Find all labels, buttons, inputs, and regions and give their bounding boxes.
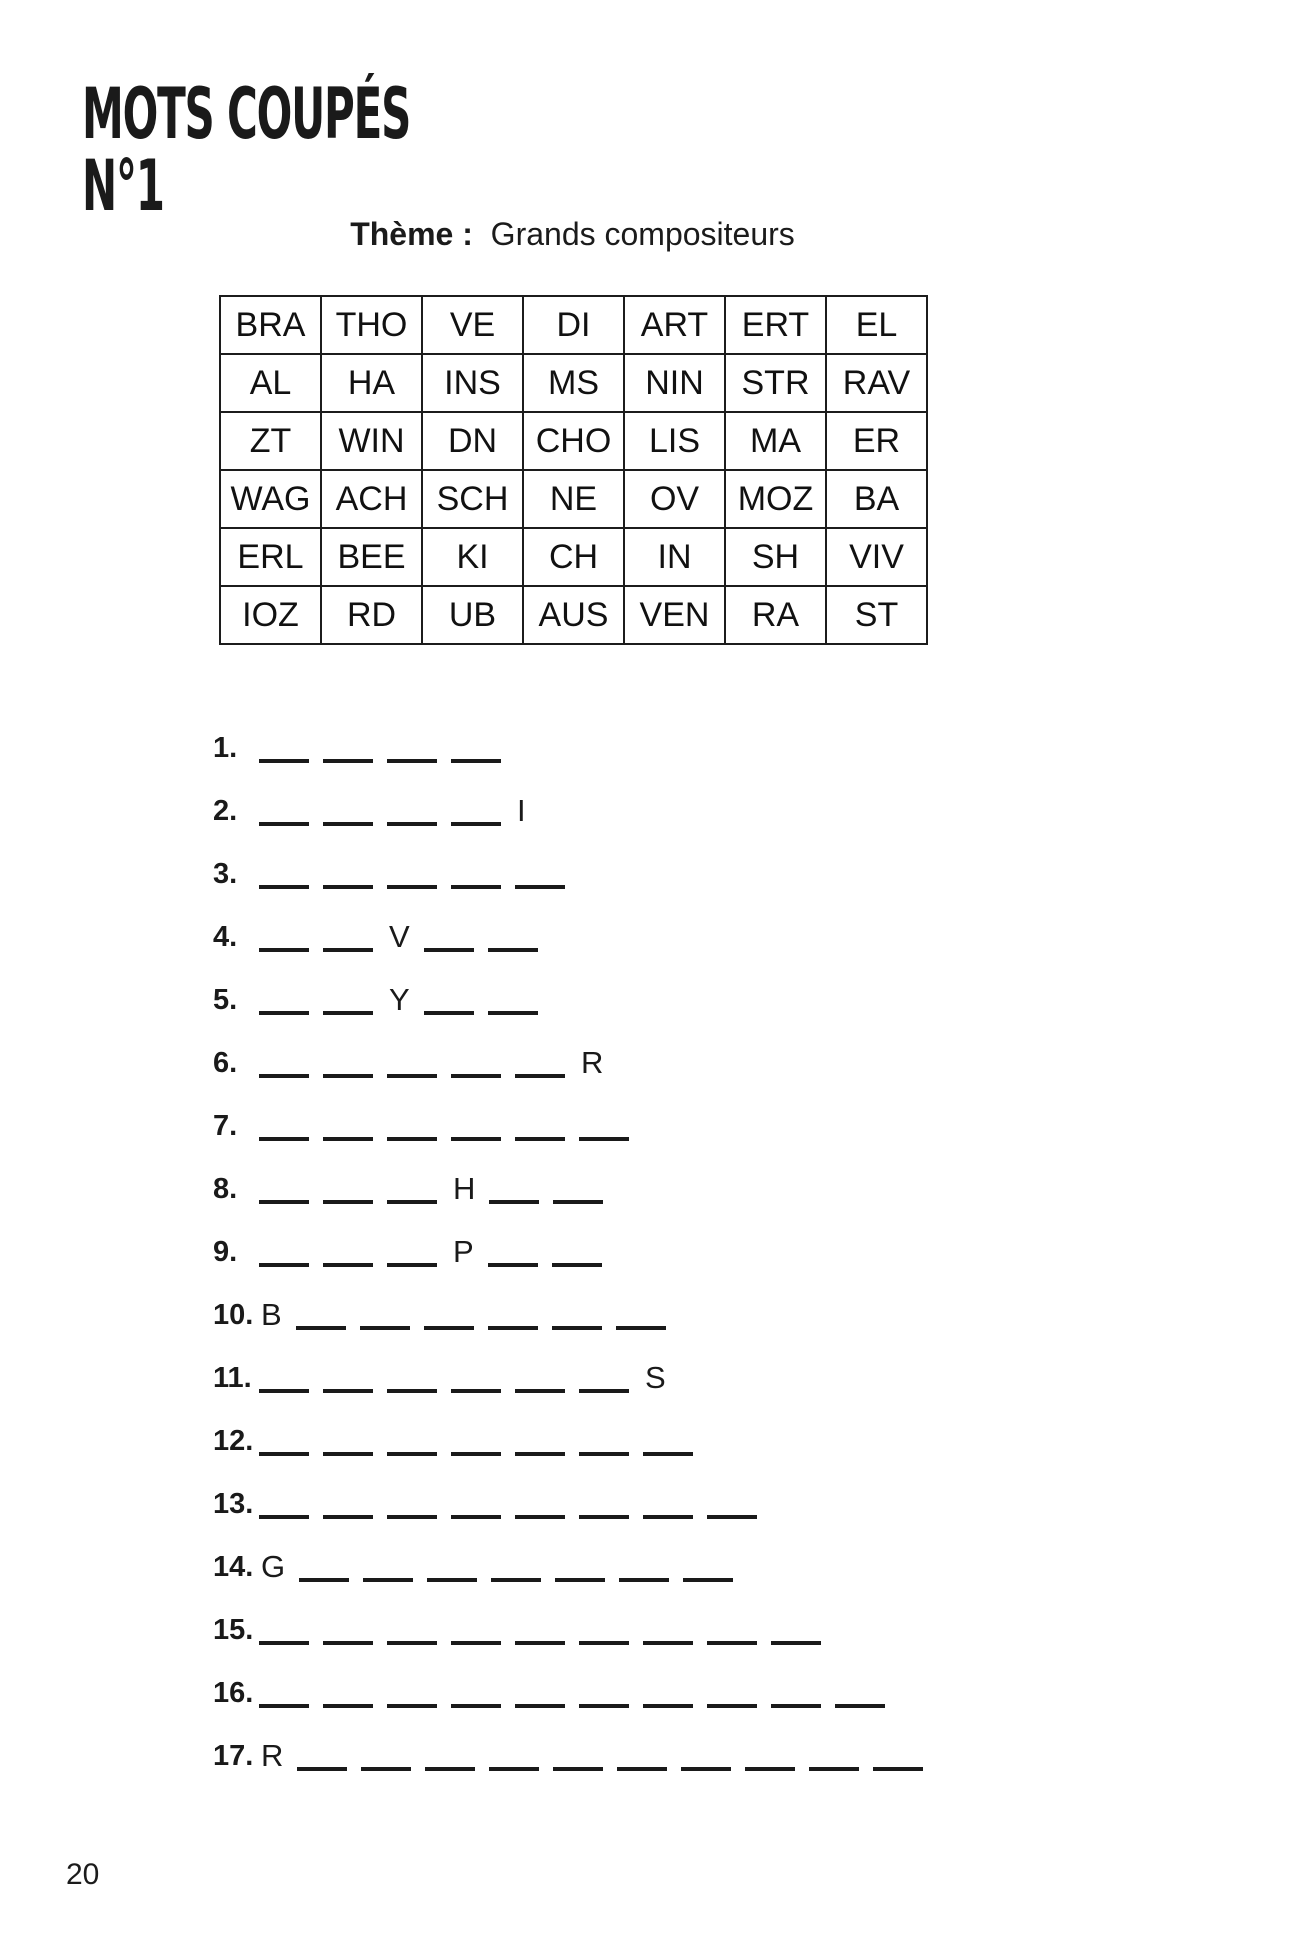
fragment-cell: MS bbox=[523, 354, 624, 412]
fragment-cell: VEN bbox=[624, 586, 725, 644]
answer-blank bbox=[259, 1485, 309, 1519]
answer-blank bbox=[387, 1107, 437, 1141]
answer-blank bbox=[579, 1359, 629, 1393]
fragment-cell: STR bbox=[725, 354, 826, 412]
answer-blank bbox=[707, 1611, 757, 1645]
answer-blank bbox=[387, 1485, 437, 1519]
fragment-cell: MA bbox=[725, 412, 826, 470]
theme-value bbox=[482, 216, 491, 252]
clue-number: 8. bbox=[213, 1173, 238, 1205]
answer-blank bbox=[259, 1107, 309, 1141]
answer-blank bbox=[515, 1485, 565, 1519]
clue-row bbox=[213, 1456, 937, 1519]
answer-blank bbox=[515, 855, 565, 889]
answer-blank bbox=[323, 1170, 373, 1204]
answer-blank bbox=[259, 1170, 309, 1204]
clue-number: 15. bbox=[213, 1614, 254, 1646]
answer-blank bbox=[424, 1296, 474, 1330]
answer-blank bbox=[451, 1107, 501, 1141]
answer-blank bbox=[515, 1044, 565, 1078]
theme-line bbox=[219, 216, 926, 253]
answer-blank bbox=[363, 1548, 413, 1582]
fragment-cell: OV bbox=[624, 470, 725, 528]
answer-blank bbox=[617, 1737, 667, 1771]
fragment-cell: AUS bbox=[523, 586, 624, 644]
answer-blank bbox=[451, 729, 501, 763]
clue-row bbox=[213, 1645, 937, 1708]
clue-number: 3. bbox=[213, 858, 238, 890]
answer-blank bbox=[579, 1611, 629, 1645]
answer-blank bbox=[259, 1233, 309, 1267]
answer-blank bbox=[323, 918, 373, 952]
answer-blank bbox=[451, 792, 501, 826]
answer-blank bbox=[809, 1737, 859, 1771]
answer-blank bbox=[515, 1107, 565, 1141]
answer-blank bbox=[387, 1422, 437, 1456]
clue-row bbox=[213, 826, 937, 889]
revealed-letter: H bbox=[453, 1171, 476, 1206]
answer-blank bbox=[259, 1044, 309, 1078]
answer-blank bbox=[489, 1170, 539, 1204]
fragment-cell: WAG bbox=[220, 470, 321, 528]
answer-blank bbox=[360, 1296, 410, 1330]
fragment-cell: AL bbox=[220, 354, 321, 412]
clue-row bbox=[213, 1330, 937, 1393]
answer-blank bbox=[488, 1296, 538, 1330]
clue-row bbox=[213, 1141, 937, 1204]
answer-blank bbox=[361, 1737, 411, 1771]
answer-blank bbox=[579, 1485, 629, 1519]
clue-row bbox=[213, 1078, 937, 1141]
fragment-cell: EL bbox=[826, 296, 927, 354]
answer-blank bbox=[451, 1674, 501, 1708]
clue-number: 7. bbox=[213, 1110, 238, 1142]
fragment-cell: VIV bbox=[826, 528, 927, 586]
clue-row bbox=[213, 889, 937, 952]
fragment-cell: VE bbox=[422, 296, 523, 354]
answer-blank bbox=[296, 1296, 346, 1330]
fragment-cell: ACH bbox=[321, 470, 422, 528]
clue-row bbox=[213, 700, 937, 763]
revealed-letter: I bbox=[517, 793, 526, 828]
fragment-cell: WIN bbox=[321, 412, 422, 470]
answer-blank bbox=[424, 918, 474, 952]
fragment-cell: BRA bbox=[220, 296, 321, 354]
clue-number: 5. bbox=[213, 984, 238, 1016]
clue-row bbox=[213, 1267, 937, 1330]
clue-row bbox=[213, 1519, 937, 1582]
answer-blank bbox=[616, 1296, 666, 1330]
answer-blank bbox=[488, 1233, 538, 1267]
fragment-cell: MOZ bbox=[725, 470, 826, 528]
clue-row bbox=[213, 1015, 937, 1078]
answer-blank bbox=[323, 792, 373, 826]
clue-number: 6. bbox=[213, 1047, 238, 1079]
answer-blank bbox=[323, 981, 373, 1015]
answer-blank bbox=[707, 1674, 757, 1708]
fragment-cell: NIN bbox=[624, 354, 725, 412]
fragment-cell: SH bbox=[725, 528, 826, 586]
fragment-cell: ERL bbox=[220, 528, 321, 586]
fragment-cell: RA bbox=[725, 586, 826, 644]
clue-number: 14. bbox=[213, 1551, 254, 1583]
page-number: 20 bbox=[66, 1858, 100, 1891]
answer-blank bbox=[451, 855, 501, 889]
answer-blank bbox=[643, 1485, 693, 1519]
answer-blank bbox=[387, 729, 437, 763]
answer-blank bbox=[451, 1485, 501, 1519]
answer-blank bbox=[387, 1359, 437, 1393]
answer-blank bbox=[424, 981, 474, 1015]
answer-blank bbox=[323, 1359, 373, 1393]
answer-blank bbox=[488, 918, 538, 952]
revealed-letter: V bbox=[389, 919, 410, 954]
answer-blank bbox=[387, 1044, 437, 1078]
answer-blank bbox=[425, 1737, 475, 1771]
fragment-cell: SCH bbox=[422, 470, 523, 528]
clue-number: 1. bbox=[213, 732, 238, 764]
answer-blank bbox=[323, 1674, 373, 1708]
clue-number: 12. bbox=[213, 1425, 254, 1457]
title-block bbox=[82, 73, 629, 227]
answer-blank bbox=[323, 1485, 373, 1519]
answer-blank bbox=[683, 1548, 733, 1582]
answer-blank bbox=[491, 1548, 541, 1582]
answer-blank bbox=[387, 1170, 437, 1204]
answer-blank bbox=[873, 1737, 923, 1771]
answer-blank bbox=[451, 1359, 501, 1393]
answer-blank bbox=[259, 1359, 309, 1393]
answer-blank bbox=[259, 855, 309, 889]
answer-blank bbox=[553, 1170, 603, 1204]
fragment-cell: THO bbox=[321, 296, 422, 354]
answer-blank bbox=[643, 1611, 693, 1645]
answer-blank bbox=[427, 1548, 477, 1582]
answer-blank bbox=[579, 1674, 629, 1708]
answer-blank bbox=[323, 1044, 373, 1078]
revealed-letter: G bbox=[261, 1549, 286, 1584]
answer-blank bbox=[553, 1737, 603, 1771]
answer-blank bbox=[259, 792, 309, 826]
answer-blank bbox=[579, 1422, 629, 1456]
fragment-cell: IN bbox=[624, 528, 725, 586]
fragment-cell: BA bbox=[826, 470, 927, 528]
answer-blank bbox=[387, 792, 437, 826]
answer-blank bbox=[707, 1485, 757, 1519]
answer-blank bbox=[771, 1674, 821, 1708]
clue-list bbox=[213, 700, 937, 1771]
answer-blank bbox=[835, 1674, 885, 1708]
fragment-cell: LIS bbox=[624, 412, 725, 470]
answer-blank bbox=[259, 1611, 309, 1645]
answer-blank bbox=[323, 1233, 373, 1267]
answer-blank bbox=[387, 1674, 437, 1708]
answer-blank bbox=[387, 1233, 437, 1267]
revealed-letter: R bbox=[261, 1738, 284, 1773]
clue-row bbox=[213, 1708, 937, 1771]
answer-blank bbox=[681, 1737, 731, 1771]
fragment-grid bbox=[219, 295, 928, 645]
fragment-cell: ART bbox=[624, 296, 725, 354]
answer-blank bbox=[488, 981, 538, 1015]
fragment-cell: CHO bbox=[523, 412, 624, 470]
answer-blank bbox=[323, 729, 373, 763]
clue-row bbox=[213, 1582, 937, 1645]
answer-blank bbox=[259, 729, 309, 763]
revealed-letter: S bbox=[645, 1360, 666, 1395]
fragment-cell: ERT bbox=[725, 296, 826, 354]
clue-row bbox=[213, 763, 937, 826]
answer-blank bbox=[515, 1422, 565, 1456]
answer-blank bbox=[387, 1611, 437, 1645]
answer-blank bbox=[579, 1107, 629, 1141]
fragment-cell: DI bbox=[523, 296, 624, 354]
answer-blank bbox=[259, 1422, 309, 1456]
theme-text: Grands compositeurs bbox=[490, 216, 795, 252]
clue-number: 4. bbox=[213, 921, 238, 953]
revealed-letter: P bbox=[453, 1234, 474, 1269]
fragment-cell: RD bbox=[321, 586, 422, 644]
answer-blank bbox=[259, 918, 309, 952]
fragment-cell: UB bbox=[422, 586, 523, 644]
fragment-cell: IOZ bbox=[220, 586, 321, 644]
answer-blank bbox=[451, 1044, 501, 1078]
answer-blank bbox=[643, 1674, 693, 1708]
clue-number: 13. bbox=[213, 1488, 254, 1520]
answer-blank bbox=[323, 1611, 373, 1645]
answer-blank bbox=[515, 1674, 565, 1708]
fragment-cell: ER bbox=[826, 412, 927, 470]
answer-blank bbox=[515, 1611, 565, 1645]
clue-number: 11. bbox=[213, 1362, 252, 1394]
answer-blank bbox=[299, 1548, 349, 1582]
answer-blank bbox=[552, 1296, 602, 1330]
fragment-cell: HA bbox=[321, 354, 422, 412]
clue-row bbox=[213, 1393, 937, 1456]
clue-number: 2. bbox=[213, 795, 238, 827]
fragment-cell: NE bbox=[523, 470, 624, 528]
clue-number: 9. bbox=[213, 1236, 238, 1268]
answer-blank bbox=[555, 1548, 605, 1582]
answer-blank bbox=[297, 1737, 347, 1771]
answer-blank bbox=[745, 1737, 795, 1771]
fragment-cell: ZT bbox=[220, 412, 321, 470]
answer-blank bbox=[552, 1233, 602, 1267]
answer-blank bbox=[323, 1107, 373, 1141]
fragment-cell: CH bbox=[523, 528, 624, 586]
answer-blank bbox=[387, 855, 437, 889]
answer-blank bbox=[451, 1422, 501, 1456]
answer-blank bbox=[643, 1422, 693, 1456]
answer-blank bbox=[619, 1548, 669, 1582]
fragment-cell: BEE bbox=[321, 528, 422, 586]
answer-blank bbox=[771, 1611, 821, 1645]
puzzle-number: N°1 bbox=[82, 145, 164, 227]
clue-row bbox=[213, 1204, 937, 1267]
answer-blank bbox=[259, 981, 309, 1015]
clue-number: 17. bbox=[213, 1740, 254, 1772]
fragment-cell: DN bbox=[422, 412, 523, 470]
fragment-cell: ST bbox=[826, 586, 927, 644]
answer-blank bbox=[489, 1737, 539, 1771]
answer-blank bbox=[259, 1674, 309, 1708]
fragment-cell: RAV bbox=[826, 354, 927, 412]
fragment-cell: INS bbox=[422, 354, 523, 412]
page-title: MOTS COUPÉS bbox=[82, 73, 411, 155]
clue-number: 10. bbox=[213, 1299, 254, 1331]
theme-label: Thème : bbox=[350, 216, 473, 252]
answer-blank bbox=[451, 1611, 501, 1645]
answer-blank bbox=[515, 1359, 565, 1393]
fragment-cell: KI bbox=[422, 528, 523, 586]
revealed-letter: R bbox=[581, 1045, 604, 1080]
revealed-letter: Y bbox=[389, 982, 410, 1017]
clue-number: 16. bbox=[213, 1677, 254, 1709]
answer-blank bbox=[323, 1422, 373, 1456]
answer-blank bbox=[323, 855, 373, 889]
revealed-letter: B bbox=[261, 1297, 282, 1332]
clue-row bbox=[213, 952, 937, 1015]
